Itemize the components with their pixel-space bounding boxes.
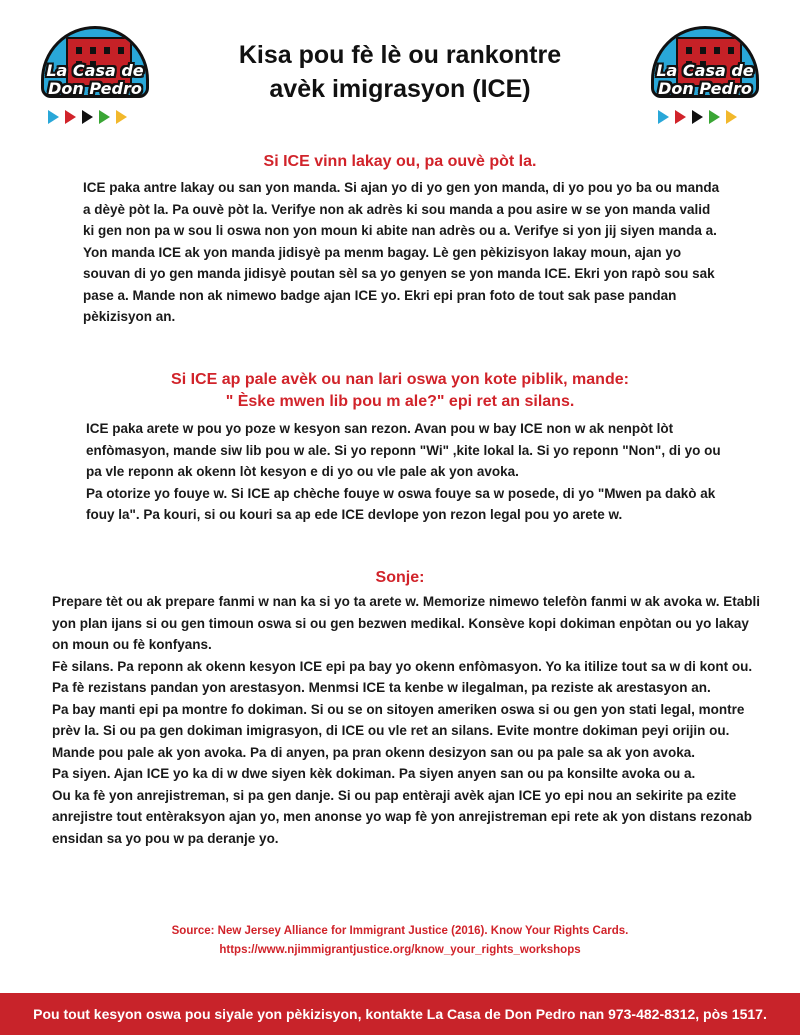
logo-la-casa-de-don-pedro-left bbox=[30, 26, 160, 130]
list-item: Pa bay manti epi pa montre fo dokiman. Si ou se on sitoyen ameriken oswa si ou gen yon stati legal, montre prèv la. Si ou pa gen dokiman imigrasyon, di ICE ou vle ret an silans. Evite montre dokiman peyi orijin ou. bbox=[52, 701, 745, 738]
source-link[interactable]: https://www.njimmigrantjustice.org/know_your_rights_workshops bbox=[219, 944, 581, 956]
arrow-icon bbox=[65, 110, 76, 124]
arrow-icon bbox=[692, 110, 703, 124]
list-item: Pa fè rezistans pandan yon arestasyon. Menmsi ICE ta kenbe w ilegalman, pa reziste ak arestasyon an. bbox=[52, 680, 711, 695]
page-title-line2: avèk imigrasyon (ICE) bbox=[269, 75, 531, 103]
arrow-icon bbox=[99, 110, 110, 124]
page-title-line1: Kisa pou fè lè ou rankontre bbox=[238, 41, 562, 69]
logo-la-casa-de-don-pedro-right bbox=[640, 26, 770, 130]
list-item: Ou ka fè yon anrejistreman, si pa gen danje. Si ou pap entèraji avèk ajan ICE yo epi nou an sekirite pa ezite anrejistre tout entèraksyon ajan yo, men anonse yo wap fè yon anrejistreman epi rete ak yon distans rezonab ensidan sa yo pou w pa deranje yo. bbox=[52, 787, 752, 846]
logo-wordmark: La Casa de Don Pedro bbox=[656, 61, 754, 98]
section2-paragraph-2: Pa otorize yo fouye w. Si ICE ap chèche fouye w oswa fouye sa w posede, di yo "Mwen pa dakò ak fouy la". Pa kouri, si ou kouri sa ap ede ICE devlope yon rezon legal pou yo arete w. bbox=[86, 485, 716, 522]
section1-heading: Si ICE vinn lakay ou, pa ouvè pòt la. bbox=[263, 153, 537, 170]
arrow-icon bbox=[675, 110, 686, 124]
section2-heading bbox=[0, 369, 800, 413]
logo-arrows bbox=[658, 110, 737, 124]
list-item: Mande pou pale ak yon avoka. Pa di anyen, pa pran okenn desizyon san ou pa pale sa ak yon avoka. bbox=[52, 744, 695, 760]
section3-body bbox=[52, 591, 762, 849]
source-citation-text: Source: New Jersey Alliance for Immigrant Justice (2016). Know Your Rights Cards. bbox=[171, 925, 629, 937]
arrow-icon bbox=[658, 110, 669, 124]
logo-wordmark: La Casa de Don Pedro bbox=[46, 61, 144, 98]
arrow-icon bbox=[709, 110, 720, 124]
section2-heading-line1: Si ICE ap pale avèk ou nan lari oswa yon kote piblik, mande: bbox=[171, 371, 629, 388]
arrow-icon bbox=[82, 110, 93, 124]
section3-heading: Sonje: bbox=[375, 569, 425, 586]
section2-paragraph-1: ICE paka arete w pou yo poze w kesyon san rezon. Avan pou w bay ICE non w ak nenpòt lòt enfòmasyon, mande siw lib pou w ale. Si yo reponn "Wi" ,kite lokal la. Si yo reponn "Non", di yo ou pa vle reponn ak okenn lòt kesyon e di yo ou vle pale ak yon avoka. bbox=[86, 421, 721, 479]
section2-body bbox=[86, 418, 726, 526]
page-title bbox=[200, 38, 600, 106]
arrow-icon bbox=[116, 110, 127, 124]
arrow-icon bbox=[48, 110, 59, 124]
list-item: Fè silans. Pa reponn ak okenn kesyon ICE epi pa bay yo okenn enfòmasyon. Yo ka itilize tout sa w di kont ou. bbox=[52, 658, 753, 674]
section1-body bbox=[83, 177, 723, 328]
arrow-icon bbox=[726, 110, 737, 124]
section2-heading-line2: " Èske mwen lib pou m ale?" epi ret an silans. bbox=[225, 393, 575, 410]
list-item: Pa siyen. Ajan ICE yo ka di w dwe siyen kèk dokiman. Pa siyen anyen san ou pa konsilte avoka ou a. bbox=[52, 766, 696, 781]
footer-contact-banner: Pou tout kesyon oswa pou siyale yon pèkizisyon, kontakte La Casa de Don Pedro nan 973-482-8312, pòs 1517. bbox=[0, 993, 800, 1035]
source-citation bbox=[0, 922, 800, 960]
list-item: Prepare tèt ou ak prepare fanmi w nan ka si yo ta arete w. Memorize nimewo telefòn fanmi w ak avoka w. Etabli yon plan ijans si ou gen timoun oswa si ou gen bezwen medikal. Konsève kopi dokiman enpòtan ou yo lakay on moun ou fè konfyans. bbox=[52, 594, 760, 652]
logo-arrows bbox=[48, 110, 127, 124]
section1-paragraph: ICE paka antre lakay ou san yon manda. Si ajan yo di yo gen yon manda, di yo pou yo ba ou manda a dèyè pòt la. Pa ouvè pòt la. Verifye non ak adrès ki sou manda a pou asire w se yon manda valid ki gen non pa w sou li oswa non yon moun ki abite nan adrès ou a. Verifye si yon jij siyen manda a. Yon manda ICE ak yon manda jidisyè pa menm bagay. Lè gen pèkizisyon lakay moun, ajan yo souvan di yo gen manda jidisyè poutan sèl sa yo genyen se yon manda ICE. Ekri yon rapò sou sak pase a. Mande non ak nimewo badge ajan ICE yo. Ekri epi pran foto de tout sak pase pandan pèkizisyon an. bbox=[83, 180, 720, 324]
